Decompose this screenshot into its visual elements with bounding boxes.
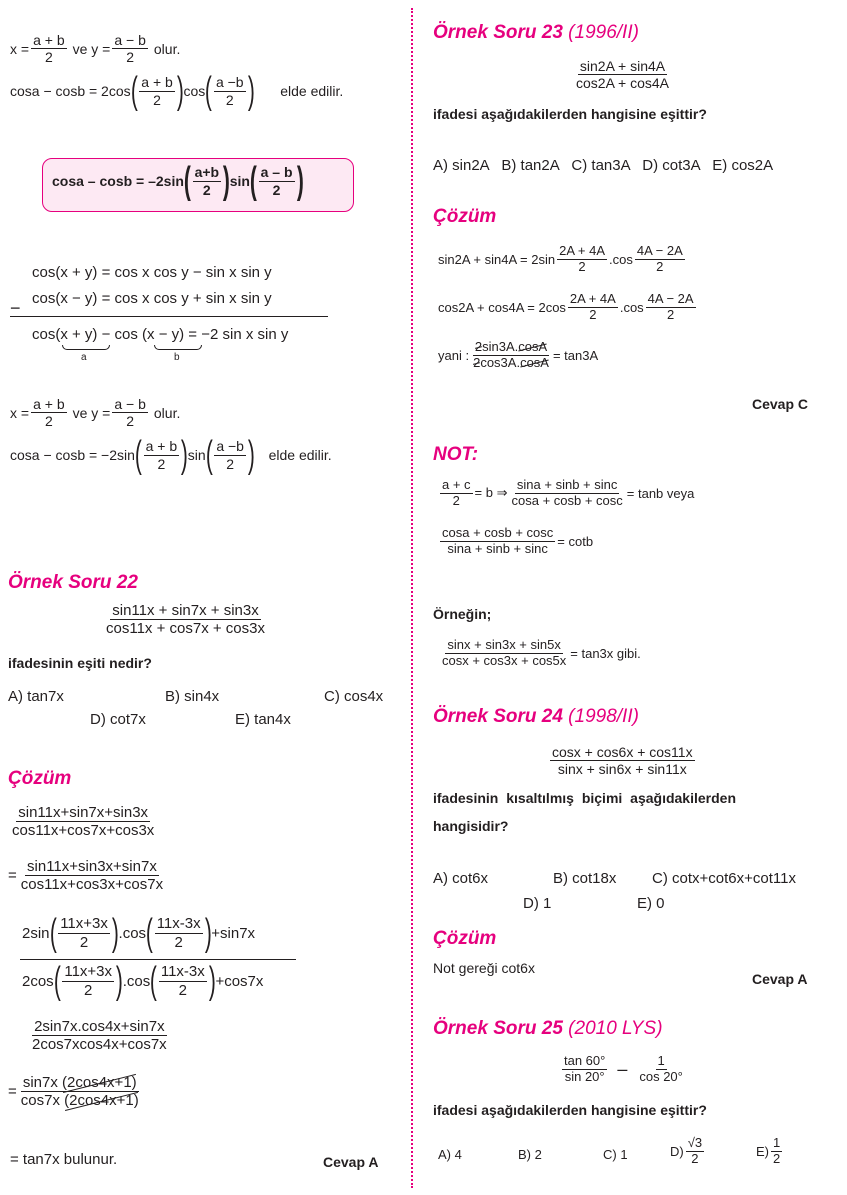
- q25-option-d[interactable]: D) $\frac{√3}{2}$: [670, 1135, 703, 1166]
- not-rule2: $\frac{\cos a + \cos b + \cos c}{\sin a + \sin b + \sin c}$ = cotb: [442, 525, 594, 556]
- q22-option-c[interactable]: C) cos4x: [324, 688, 384, 705]
- q23-prompt: ifadesi aşağıdakilerden hangisine eşittir?: [433, 106, 707, 122]
- q23-expression: $\frac{\sin 2A + \sin 4A}{\cos 2A + \cos 4A}$: [576, 58, 670, 92]
- sol22-step3-line: [20, 959, 296, 960]
- not-rule1: $\frac{a + c}{2}$ = b ⇒ $\frac{\sin a + \sin b + \sin c}{\cos a + \cos b + \cos c}$ = tanb veya: [442, 477, 695, 508]
- q24-option-d[interactable]: D) 1: [523, 895, 552, 912]
- cos-difference-formula-1: cosa − cosb = 2cos ( $\frac{a + b}{2}$ ) cos ( $\frac{a -b}{2}$ ) elde edilir.: [10, 70, 344, 112]
- q23-options[interactable]: A) sin2A B) tan2A C) tan3A D) cot3A E) cos2A: [433, 157, 774, 174]
- q24-option-b[interactable]: B) cot18x: [553, 870, 617, 887]
- brace-a: [62, 345, 110, 350]
- q23-heading: Örnek Soru 23 (1996/II): [433, 22, 639, 43]
- q22-option-a[interactable]: A) tan7x: [8, 688, 64, 705]
- sol22-step4: $\frac{2\sin 7x.\cos 4x+\sin 7x}{2\cos 7xcos4x+\cos 7x}$: [32, 1018, 167, 1054]
- column-divider: [411, 8, 413, 1188]
- example-expression: $\frac{\sin x + \sin 3x + \sin 5x}{\cos x + \cos 3x + \cos 5x}$ = tan3x gibi.: [442, 637, 641, 668]
- q25-heading: Örnek Soru 25 (2010 LYS): [433, 1018, 663, 1039]
- sol24-answer: Cevap A: [752, 971, 808, 987]
- q22-option-e[interactable]: E) tan4x: [235, 711, 291, 728]
- sol22-step5: = $\frac{\sin 7x (2\cos 4x+1)}{\cos 7x (2\cos 4x+1)}$: [8, 1074, 139, 1110]
- q22-heading: Örnek Soru 22: [8, 572, 138, 593]
- q24-option-e[interactable]: E) 0: [637, 895, 665, 912]
- q25-option-e[interactable]: E) $\frac{1}{2}$: [756, 1135, 781, 1166]
- sol23-heading: Çözüm: [433, 206, 497, 227]
- subtraction-sign: −: [10, 298, 21, 318]
- q25-option-c[interactable]: C) 1: [603, 1147, 628, 1162]
- x-y-definition-1: x = $\frac{a + b}{2}$ ve y = $\frac{a - b}{2}$ olur.: [10, 32, 181, 66]
- sol22-step1: $\frac{\sin 11x+\sin 7x+\sin 3x}{\cos 11x+\cos 7x+\cos 3x}$: [12, 804, 155, 840]
- brace-a-label: a: [81, 352, 87, 363]
- q22-expression: $\frac{\sin 11x + \sin 7x + \sin 3x}{\cos 11x + \cos 7x + \cos 3x}$: [106, 602, 265, 638]
- sol22-answer: Cevap A: [323, 1154, 379, 1170]
- q25-prompt: ifadesi aşağıdakilerden hangisine eşittir?: [433, 1102, 707, 1118]
- q24-heading: Örnek Soru 24 (1998/II): [433, 706, 639, 727]
- sol22-heading: Çözüm: [8, 768, 72, 789]
- example-label: Örneğin;: [433, 606, 492, 622]
- q25-expression: $\frac{\tan 60^\circ}{\sin 20^\circ}$ – $\frac{1}{\cos 20^\circ}$: [564, 1053, 683, 1084]
- subtraction-result: cos(x + y) − cos (x − y) = −2 sin x sin y: [32, 326, 289, 343]
- sol24-text: Not gereği cot6x: [433, 960, 535, 976]
- highlight-formula: cosa – cosb = –2sin ( $\frac{a+b}{2}$ ) sin ( $\frac{a - b}{2}$ ): [52, 160, 304, 202]
- q25-option-a[interactable]: A) 4: [438, 1147, 462, 1162]
- cos-diff-identity: cos(x − y) = cos x cos y + sin x sin y: [32, 290, 272, 307]
- sol23-line1: sin2A + sin4A = 2sin $\frac{2A + 4A}{2}$ .cos $\frac{4A - 2A}{2}$: [438, 243, 683, 274]
- q22-option-b[interactable]: B) sin4x: [165, 688, 220, 705]
- sol22-result: = tan7x bulunur.: [10, 1151, 118, 1168]
- brace-b-label: b: [174, 352, 180, 363]
- q22-option-d[interactable]: D) cot7x: [90, 711, 146, 728]
- q24-option-a[interactable]: A) cot6x: [433, 870, 489, 887]
- not-heading: NOT:: [433, 444, 479, 465]
- x-y-definition-2: x = $\frac{a + b}{2}$ ve y = $\frac{a - b}{2}$ olur.: [10, 396, 181, 430]
- sol23-answer: Cevap C: [752, 396, 809, 412]
- q24-prompt-line2: hangisidir?: [433, 818, 509, 834]
- q24-expression: $\frac{\cos x + \cos 6x + \cos 11x}{\sin x + \sin 6x + \sin 11x}$: [552, 744, 693, 778]
- sol23-line3: yani : $\frac{2\sin 3A.\cos A}{2\cos 3A.\cos A}$ = tan3A: [438, 339, 599, 370]
- sol22-step2: = $\frac{\sin 11x+\sin 3x+\sin 7x}{\cos 11x+\cos 3x+\cos 7x}$: [8, 858, 164, 894]
- sol22-step3-num: 2sin ( $\frac{11x+3x}{2}$ ) .cos ( $\frac{11x-3x}{2}$ ) +sin7x: [22, 912, 256, 954]
- cos-difference-formula-2: cosa − cosb = −2sin ( $\frac{a + b}{2}$ ) sin ( $\frac{a -b}{2}$ ) elde edilir.: [10, 434, 332, 476]
- sol24-heading: Çözüm: [433, 928, 497, 949]
- sol22-step3-den: 2cos ( $\frac{11x+3x}{2}$ ) .cos ( $\frac{11x-3x}{2}$ ) +cos7x: [22, 960, 264, 1002]
- q24-prompt-line1: ifadesinin kısaltılmış biçimi aşağıdakilerden: [433, 790, 736, 806]
- q24-option-c[interactable]: C) cotx+cot6x+cot11x: [652, 870, 796, 887]
- brace-b: [154, 345, 202, 350]
- sol23-line2: cos2A + cos4A = 2cos $\frac{2A + 4A}{2}$ .cos $\frac{4A - 2A}{2}$: [438, 291, 694, 322]
- cos-sum-identity: cos(x + y) = cos x cos y − sin x sin y: [32, 264, 272, 281]
- q22-prompt: ifadesinin eşiti nedir?: [8, 655, 152, 671]
- subtraction-line: [10, 316, 328, 317]
- q25-option-b[interactable]: B) 2: [518, 1147, 542, 1162]
